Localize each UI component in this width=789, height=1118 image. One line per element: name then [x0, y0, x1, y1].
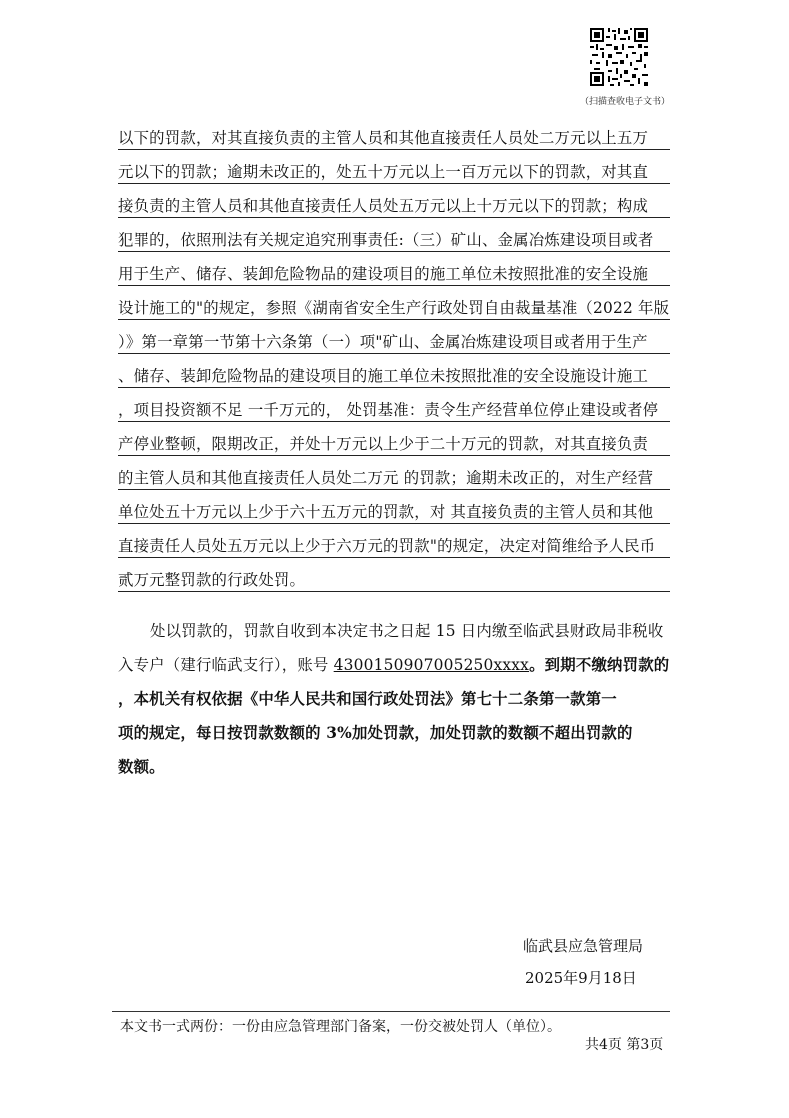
- body-line: ，项目投资额不足 一千万元的， 处罚基准：责令生产经营单位停止建设或者停: [118, 399, 670, 422]
- payment-bold-line: 数额。: [118, 758, 165, 776]
- body-line: ）》第一章第一节第十六条第（一）项"矿山、金属冶炼建设项目或者用于生产: [118, 331, 670, 354]
- body-line: 、储存、装卸危险物品的建设项目的施工单位未按照批准的安全设施设计施工: [118, 365, 670, 388]
- body-line: 接负责的主管人员和其他直接责任人员处五万元以上十万元以下的罚款；构成: [118, 195, 670, 218]
- payment-line-1: 处以罚款的，罚款自收到本决定书之日起 15 日内缴至临武县财政局非税收: [150, 622, 664, 640]
- body-line: 用于生产、储存、装卸危险物品的建设项目的施工单位未按照批准的安全设施: [118, 263, 670, 286]
- payment-bold-line: ，本机关有权依据《中华人民共和国行政处罚法》第七十二条第一款第一: [118, 690, 617, 708]
- body-line: 设计施工的"的规定，参照《湖南省安全生产行政处罚自由裁量基准（2022 年版: [118, 297, 670, 320]
- qr-code-icon: [590, 28, 648, 86]
- payment-line-2: [118, 654, 669, 676]
- page-number: 共4页 第3页: [585, 1037, 664, 1053]
- body-line: 犯罪的，依照刑法有关规定追究刑事责任:（三）矿山、金属冶炼建设项目或者: [118, 229, 670, 252]
- issue-date: 2025年9月18日: [525, 969, 637, 987]
- body-line: 贰万元整罚款的行政处罚。: [118, 569, 670, 592]
- account-number: 4300150907005250xxxx: [333, 656, 530, 674]
- footer-note: 本文书一式两份：一份由应急管理部门备案，一份交被处罚人（单位）。: [120, 1019, 561, 1035]
- qr-caption: （扫描查收电子文书）: [579, 97, 670, 107]
- payment-line-2-prefix: 入专户（建行临武支行），账号: [118, 656, 334, 674]
- footer-divider: [112, 1011, 670, 1012]
- body-line: 元以下的罚款；逾期未改正的，处五十万元以上一百万元以下的罚款，对其直: [118, 161, 670, 184]
- body-line: 产停业整顿，限期改正，并处十万元以上少于二十万元的罚款，对其直接负责: [118, 433, 670, 456]
- issuing-organization: 临武县应急管理局: [523, 937, 644, 955]
- body-line: 直接责任人员处五万元以上少于六万元的罚款"的规定，决定对简维给予人民币: [118, 535, 670, 558]
- payment-bold-line: 项的规定，每日按罚款数额的 3%加处罚款，加处罚款的数额不超出罚款的: [118, 724, 633, 742]
- body-line: 以下的罚款，对其直接负责的主管人员和其他直接责任人员处二万元以上五万: [118, 127, 670, 150]
- body-line: 单位处五十万元以上少于六十五万元的罚款，对 其直接负责的主管人员和其他: [118, 501, 670, 524]
- body-line: 的主管人员和其他直接责任人员处二万元 的罚款；逾期未改正的，对生产经营: [118, 467, 670, 490]
- payment-line-2-bold: 。到期不缴纳罚款的: [529, 656, 670, 674]
